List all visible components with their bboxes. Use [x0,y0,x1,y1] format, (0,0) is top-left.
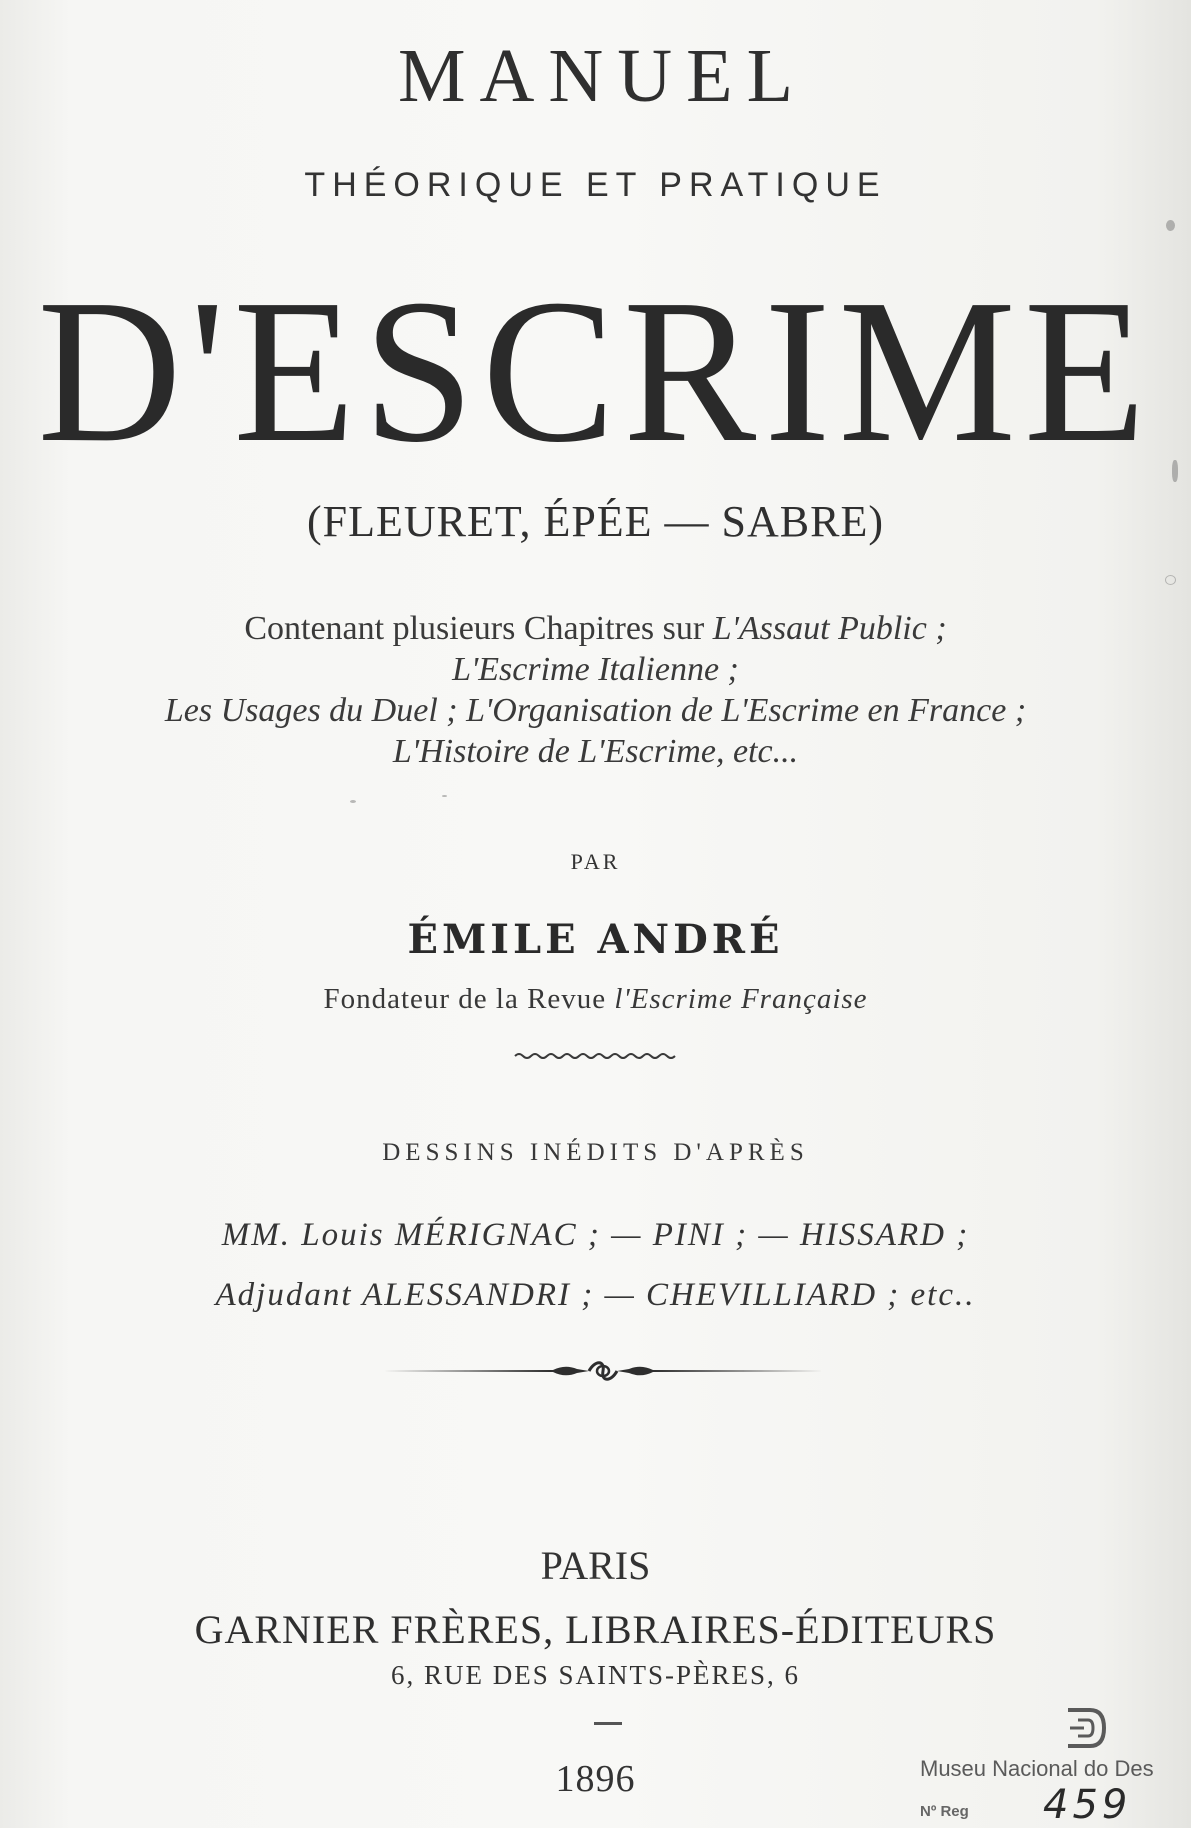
author-name: ÉMILE ANDRÉ [407,916,784,963]
contents-line-2 [0,649,1191,690]
artists-line-2: Adjudant ALESSANDRI ; — CHEVILLIARD ; etc.. [215,1277,976,1313]
author-role-roman: Fondateur de la Revue [323,983,615,1015]
drawings-heading: DESSINS INÉDITS D'APRÈS [382,1139,809,1166]
artists-list [0,1205,1191,1325]
contents-line-4 [0,731,1191,772]
artists-line-1: MM. Louis MÉRIGNAC ; — PINI ; — HISSARD ; [221,1217,970,1253]
publication-city: PARIS [540,1543,651,1588]
publisher-name: GARNIER FRÈRES, LIBRAIRES-ÉDITEURS [194,1607,997,1652]
title-top: MANUEL [397,34,808,118]
paper-speck [1166,220,1175,231]
stamp-reg-number: 459 [1043,1782,1132,1828]
author-role [0,985,1191,1014]
contents-line-1-roman: Contenant plusieurs Chapitres sur [244,610,713,647]
by-label: PAR [570,849,621,874]
title-main: D'ESCRIME [37,256,1154,485]
contents-line-3-text: Les Usages du Duel ; L'Organisation de L'Escrime en France ; [164,692,1027,729]
stamp-reg-label: Nº Reg [920,1803,969,1820]
paper-speck [1172,460,1178,482]
author-role-italic: l'Escrime Française [614,983,868,1015]
paper-speck [350,800,356,803]
stamp-institution: Museu Nacional do Des [920,1756,1154,1781]
subtitle: THÉORIQUE ET PRATIQUE [304,166,887,204]
contents-line-1 [0,608,1191,649]
contents-line-2-text: L'Escrime Italienne ; [452,651,739,688]
library-stamp [900,1700,1191,1828]
contents-line-3 [0,690,1191,731]
ornamental-divider [383,1356,823,1386]
museum-logo-icon [1060,1706,1108,1750]
wavy-divider [513,1049,677,1063]
publication-year: 1896 [555,1758,636,1800]
paper-speck [1165,575,1176,585]
contents-line-1-italic: L'Assaut Public ; [712,610,947,647]
paper-speck [442,795,447,797]
contents-description [0,608,1191,772]
short-dash-divider [594,1722,622,1725]
weapons-subtitle: (FLEURET, ÉPÉE — SABRE) [306,497,885,546]
contents-line-4-text: L'Histoire de L'Escrime, etc... [392,733,799,770]
publisher-address: 6, RUE DES SAINTS-PÈRES, 6 [390,1660,801,1690]
